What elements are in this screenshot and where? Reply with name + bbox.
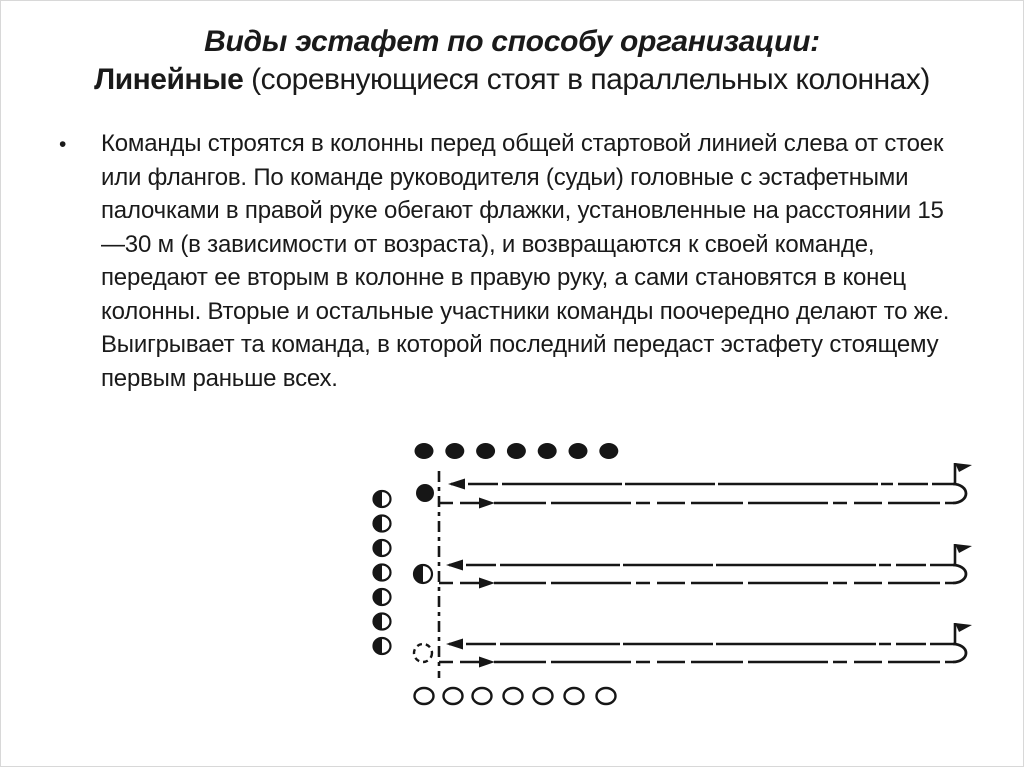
arrow-right-icon <box>479 498 495 509</box>
player-dot-hollow <box>415 688 434 704</box>
bullet-paragraph: Команды строятся в колонны перед общей стартовой линией слева от стоек или флангов. По команде руководителя (судьи) головные с эстафетными палочками в правой руке обегают флажки, установленные на расстоянии 15—30 м (в зависимости от возраста), и возвращаются к своей команде, передают ее вторым в колонне в правую руку, а сами становятся в конец колонны. Вторые и остальные участники команды поочередно делают то же. Выигрывает та команда, в которой последний передаст эстафету стоящему первым раньше всех. <box>101 130 950 392</box>
title-term: Линейные <box>94 63 244 96</box>
slide-body <box>59 127 1023 395</box>
player-dot-hollow <box>473 688 492 704</box>
flag-icon <box>955 463 972 472</box>
player-dot-half <box>374 638 391 654</box>
relay-lane-1 <box>416 463 972 509</box>
lane-start-marker <box>416 484 434 502</box>
player-dot-filled <box>599 443 618 459</box>
player-dot-half <box>374 491 383 507</box>
player-dot-half <box>374 540 383 556</box>
player-dot-filled <box>507 443 526 459</box>
arrow-right-icon <box>479 578 495 589</box>
player-dot-half <box>374 516 383 532</box>
bullet-marker: • <box>59 133 67 156</box>
lane-start-marker <box>414 565 432 583</box>
player-dot-half <box>374 589 383 605</box>
player-dot-half <box>374 565 383 581</box>
player-dot-half <box>374 516 391 532</box>
player-dot-half <box>374 614 383 630</box>
title-line1: Виды эстафет по способу организации: <box>204 25 820 58</box>
player-dot-filled <box>538 443 557 459</box>
arrow-right-icon <box>479 657 495 668</box>
turn-arc <box>953 644 966 662</box>
bullet-item <box>59 127 1023 395</box>
player-dot-hollow <box>597 688 616 704</box>
slide-title <box>1 23 1023 99</box>
player-dot-hollow <box>504 688 523 704</box>
player-dot-filled <box>476 443 495 459</box>
flag-icon <box>955 544 972 553</box>
player-dot-half <box>374 614 391 630</box>
player-dot-hollow <box>444 688 463 704</box>
relay-lane-3 <box>414 623 972 668</box>
title-term-description: (соревнующиеся стоят в параллельных колоннах) <box>243 63 930 96</box>
lane-start-marker <box>414 644 432 662</box>
player-dot-half <box>374 565 391 581</box>
arrow-left-icon <box>446 560 463 571</box>
title-line2 <box>1 61 1023 99</box>
arrow-left-icon <box>446 639 463 650</box>
relay-lane-2 <box>414 544 972 589</box>
player-dot-filled <box>415 443 434 459</box>
player-dot-half <box>374 491 391 507</box>
arrow-left-icon <box>448 479 465 490</box>
players-row-top <box>415 443 619 459</box>
turn-arc <box>953 565 966 583</box>
turn-arc <box>953 484 966 503</box>
players-column-left <box>374 491 391 654</box>
player-dot-hollow <box>534 688 553 704</box>
lane-start-marker <box>414 565 423 583</box>
player-dot-filled <box>569 443 588 459</box>
players-row-bottom <box>415 688 616 704</box>
player-dot-hollow <box>565 688 584 704</box>
player-dot-half <box>374 638 383 654</box>
player-dot-half <box>374 540 391 556</box>
player-dot-half <box>374 589 391 605</box>
player-dot-filled <box>445 443 464 459</box>
flag-icon <box>955 623 972 632</box>
